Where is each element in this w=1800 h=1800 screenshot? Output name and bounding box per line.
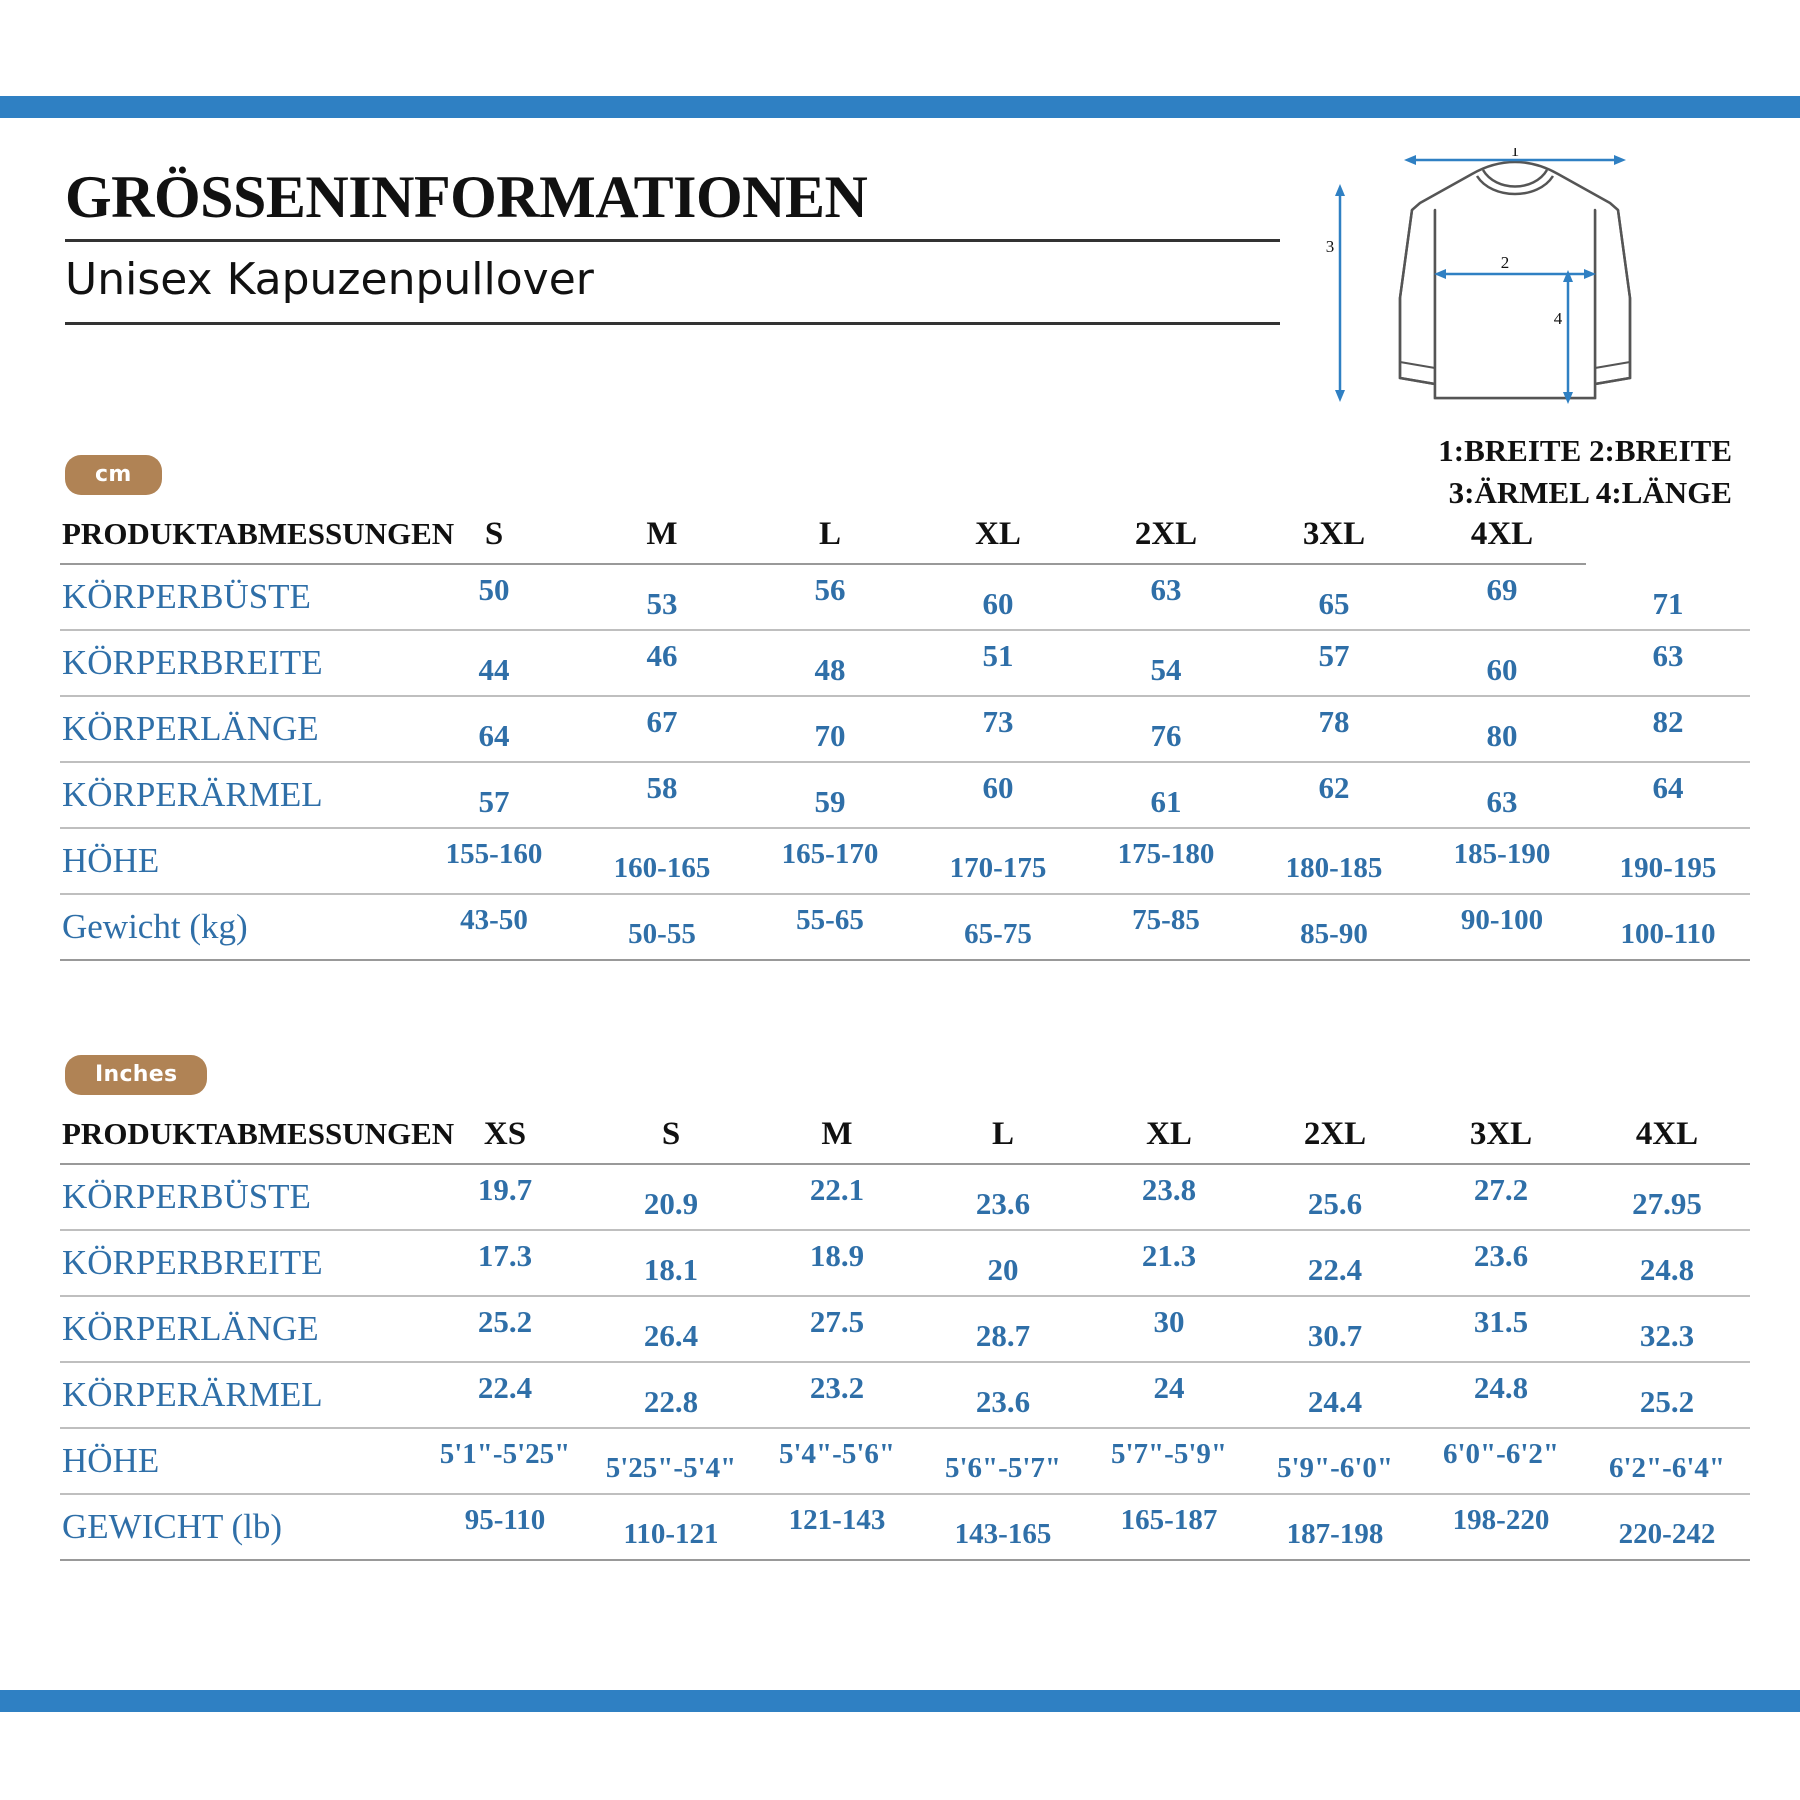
cell-value: 24.8 [1639,1252,1695,1287]
col-header-xs: XS [422,1105,588,1164]
size-table-cm [60,505,1750,961]
cell-value: 53 [646,586,678,621]
cell-value: 23.6 [975,1384,1031,1419]
col-header-xl: XL [1086,1105,1252,1164]
page-subtitle: Unisex Kapuzenpullover [65,254,594,305]
cell-value: 82 [1652,704,1684,739]
cell-value: 30 [1153,1304,1185,1339]
col-header-s: S [410,505,578,564]
cell-value: 18.9 [809,1238,865,1273]
cell-value: 24.8 [1473,1370,1529,1405]
cell-value: 190-195 [1619,851,1717,884]
cell-value: 80 [1486,718,1518,753]
diagram-marker-2: 2 [1500,253,1510,272]
cell-value: 24.4 [1307,1384,1363,1419]
cell-value: 27.5 [809,1304,865,1339]
cell-value: 25.2 [1639,1384,1695,1419]
cell-value: 165-170 [781,837,879,870]
table-row [60,762,1750,828]
cell-value: 23.8 [1141,1172,1197,1207]
cell-value: 43-50 [460,903,528,936]
row-label: HÖHE [60,1428,422,1494]
diagram-marker-1: 1 [1510,148,1520,160]
col-header-measure: PRODUKTABMESSUNGEN [60,1105,422,1164]
cell-value: 185-190 [1453,837,1551,870]
cell-value: 22.4 [477,1370,533,1405]
cell-value: 56 [814,572,846,607]
cell-value: 180-185 [1285,851,1383,884]
cell-value: 75-85 [1132,903,1200,936]
cell-value: 160-165 [613,851,711,884]
row-label: KÖRPERBÜSTE [60,1164,422,1230]
table-row [60,1428,1750,1494]
cell-value: 62 [1318,770,1350,805]
diagram-marker-4: 4 [1553,309,1563,328]
cell-value: 5'6"-5'7" [945,1451,1061,1484]
cell-value: 73 [982,704,1014,739]
cell-value: 25.6 [1307,1186,1363,1221]
cell-value: 5'9"-6'0" [1277,1451,1393,1484]
cell-value: 30.7 [1307,1318,1363,1353]
cell-value: 78 [1318,704,1350,739]
cell-value: 143-165 [954,1517,1052,1550]
cell-value: 175-180 [1117,837,1215,870]
cell-value: 100-110 [1620,917,1716,950]
cell-value: 5'1"-5'25" [439,1437,571,1470]
cell-value: 22.1 [809,1172,865,1207]
table-row [60,1362,1750,1428]
cell-value: 6'0"-6'2" [1443,1437,1559,1470]
diagram-marker-3: 3 [1325,237,1335,256]
cell-value: 5'7"-5'9" [1111,1437,1227,1470]
cell-value: 21.3 [1141,1238,1197,1273]
cell-value: 44 [478,652,510,687]
table-row [60,696,1750,762]
hoodie-illustration-svg [1300,148,1730,448]
cell-value: 57 [1318,638,1350,673]
col-header-4xl: 4XL [1584,1105,1750,1164]
cell-value: 26.4 [643,1318,699,1353]
row-label: GEWICHT (lb) [60,1494,422,1560]
cell-value: 58 [646,770,678,805]
table-row [60,1296,1750,1362]
cell-value: 198-220 [1452,1503,1550,1536]
cell-value: 25.2 [477,1304,533,1339]
cell-value: 28.7 [975,1318,1031,1353]
table-row [60,894,1750,960]
col-header-m: M [578,505,746,564]
cell-value: 6'2"-6'4" [1609,1451,1725,1484]
cell-value: 64 [1652,770,1684,805]
cell-value: 110-121 [623,1517,719,1550]
cell-value: 155-160 [445,837,543,870]
cell-value: 23.2 [809,1370,865,1405]
cell-value: 76 [1150,718,1182,753]
cell-value: 70 [814,718,846,753]
row-label: KÖRPERLÄNGE [60,696,410,762]
table-header-row-inches [60,1105,1750,1164]
cell-value: 18.1 [643,1252,699,1287]
cell-value: 50 [478,572,510,607]
cell-value: 50-55 [628,917,696,950]
row-label: KÖRPERLÄNGE [60,1296,422,1362]
cell-value: 57 [478,784,510,819]
col-header-2xl: 2XL [1252,1105,1418,1164]
top-band [0,96,1800,118]
cell-value: 24 [1153,1370,1185,1405]
cell-value: 19.7 [477,1172,533,1207]
unit-badge-inches: Inches [65,1055,207,1095]
legend-line-1: 1:BREITE 2:BREITE [1438,433,1732,468]
cell-value: 5'25"-5'4" [605,1451,737,1484]
cell-value: 20 [987,1252,1019,1287]
cell-value: 85-90 [1300,917,1368,950]
cell-value: 23.6 [1473,1238,1529,1273]
cell-value: 63 [1486,784,1518,819]
col-header-xl: XL [914,505,1082,564]
cell-value: 54 [1150,652,1182,687]
cell-value: 60 [1486,652,1518,687]
row-label: KÖRPERBREITE [60,630,410,696]
row-label: HÖHE [60,828,410,894]
cell-value: 187-198 [1286,1517,1384,1550]
cell-value: 63 [1652,638,1684,673]
cell-value: 27.2 [1473,1172,1529,1207]
col-header-l: L [746,505,914,564]
cell-value: 121-143 [788,1503,886,1536]
cell-value: 23.6 [975,1186,1031,1221]
cell-value: 48 [814,652,846,687]
table-row [60,630,1750,696]
bottom-band [0,1690,1800,1712]
table-row [60,828,1750,894]
cell-value: 46 [646,638,678,673]
cell-value: 61 [1150,784,1182,819]
row-label: KÖRPERÄRMEL [60,762,410,828]
table-row [60,564,1750,630]
cell-value: 5'4"-5'6" [779,1437,895,1470]
cell-value: 170-175 [949,851,1047,884]
cell-value: 220-242 [1618,1517,1716,1550]
row-label: KÖRPERÄRMEL [60,1362,422,1428]
garment-diagram [1300,148,1730,448]
diagram-legend [1312,430,1732,514]
col-header-m: M [754,1105,920,1164]
cell-value: 69 [1486,572,1518,607]
cell-value: 22.8 [643,1384,699,1419]
cell-value: 60 [982,586,1014,621]
table-row [60,1494,1750,1560]
title-block [65,166,1295,325]
col-header-3xl: 3XL [1418,1105,1584,1164]
cell-value: 64 [478,718,510,753]
col-header-2xl: 2XL [1082,505,1250,564]
col-header-l: L [920,1105,1086,1164]
row-label: KÖRPERBREITE [60,1230,422,1296]
legend-line-2: 3:ÄRMEL 4:LÄNGE [1448,474,1732,510]
cell-value: 32.3 [1639,1318,1695,1353]
cell-value: 65 [1318,586,1350,621]
cell-value: 60 [982,770,1014,805]
cell-value: 17.3 [477,1238,533,1273]
cell-value: 165-187 [1120,1503,1218,1536]
page-title: GRÖSSENINFORMATIONEN [65,164,868,230]
row-label: Gewicht (kg) [60,894,410,960]
unit-badge-cm-wrap [65,455,162,495]
cell-value: 27.95 [1632,1186,1702,1221]
table-row [60,1164,1750,1230]
col-header-3xl: 3XL [1250,505,1418,564]
cell-value: 95-110 [464,1503,546,1536]
row-label: KÖRPERBÜSTE [60,564,410,630]
table-header-row-cm [60,505,1750,564]
cell-value: 22.4 [1307,1252,1363,1287]
cell-value: 20.9 [643,1186,699,1221]
title-divider [65,239,1280,242]
table-row [60,1230,1750,1296]
cell-value: 67 [646,704,678,739]
cell-value: 55-65 [796,903,864,936]
cell-value: 90-100 [1460,903,1544,936]
unit-badge-cm: cm [65,455,162,495]
cell-value: 51 [982,638,1014,673]
subtitle-divider [65,322,1280,325]
cell-value: 71 [1652,585,1684,621]
size-table-inches [60,1105,1750,1561]
cell-value: 63 [1150,572,1182,607]
col-header-measure: PRODUKTABMESSUNGEN [60,505,410,564]
col-header-4xl: 4XL [1418,505,1586,564]
cell-value: 31.5 [1473,1304,1529,1339]
cell-value: 59 [814,784,846,819]
unit-badge-inches-wrap [65,1055,207,1095]
col-header-s: S [588,1105,754,1164]
cell-value: 65-75 [964,917,1032,950]
